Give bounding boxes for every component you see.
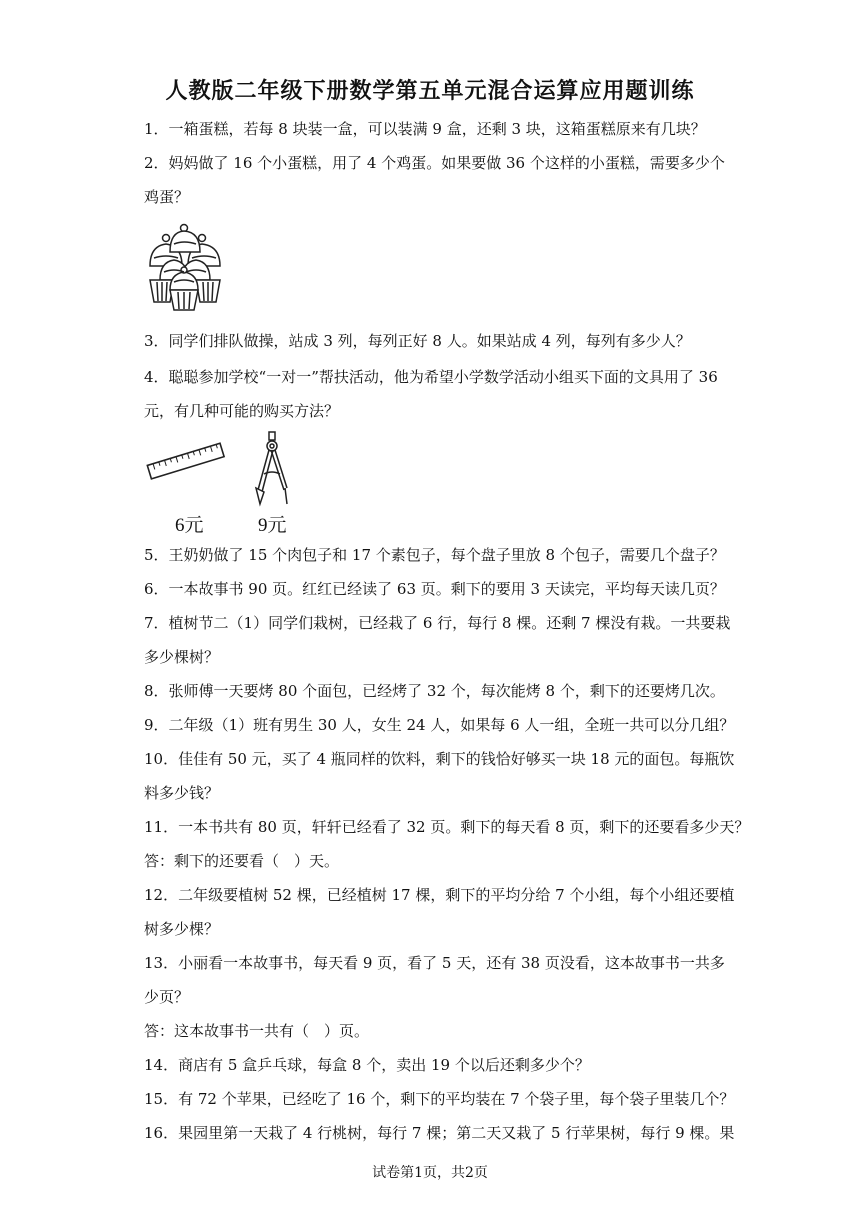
question-2-line-1: 2．妈妈做了 16 个小蛋糕，用了 4 个鸡蛋。如果要做 36 个这样的小蛋糕，需要多少个 [144,154,725,172]
question-2-line-2: 鸡蛋？ [144,188,190,206]
page-title: 人教版二年级下册数学第五单元混合运算应用题训练 [165,78,695,104]
page-footer: 试卷第1页，共2页 [372,1165,488,1181]
question-12-line-1: 12．二年级要植树 52 棵，已经植树 17 棵，剩下的平均分给 7 个小组，每个小组还要植 [144,886,735,904]
question-3: 3．同学们排队做操，站成 3 列，每列正好 8 人。如果站成 4 列，每列有多少人？ [144,332,691,350]
question-4-line-1: 4．聪聪参加学校“一对一”帮扶活动，他为希望小学数学活动小组买下面的文具用了 36 [144,368,718,386]
ruler-icon [144,440,228,484]
question-16-line-1: 16．果园里第一天栽了 4 行桃树，每行 7 棵；第二天又栽了 5 行苹果树，每行 9 棵。果 [144,1124,735,1142]
answer-11: 答：剩下的还要看（ ）天。 [144,852,340,870]
compass-icon [250,430,294,508]
cupcakes-illustration [144,222,226,312]
question-8: 8．张师傅一天要烤 80 个面包，已经烤了 32 个，每次能烤 8 个，剩下的还要烤几次。 [144,682,725,700]
question-15: 15．有 72 个苹果，已经吃了 16 个，剩下的平均装在 7 个袋子里，每个袋子里装几个？ [144,1090,735,1108]
question-4-line-2: 元，有几种可能的购买方法？ [144,402,340,420]
question-7-line-1: 7．植树节二（1）同学们栽树，已经栽了 6 行，每行 8 棵。还剩 7 棵没有栽。一共要栽 [144,614,731,632]
question-7-line-2: 多少棵树？ [144,648,220,666]
question-5: 5．王奶奶做了 15 个肉包子和 17 个素包子，每个盘子里放 8 个包子，需要几个盘子？ [144,546,725,564]
question-10-line-1: 10．佳佳有 50 元，买了 4 瓶同样的饮料，剩下的钱恰好够买一块 18 元的面包。每瓶饮 [144,750,735,768]
question-11: 11．一本书共有 80 页，轩轩已经看了 32 页。剩下的每天看 8 页，剩下的还要看多少天？ [144,818,750,836]
question-14: 14．商店有 5 盒乒乓球，每盒 8 个，卖出 19 个以后还剩多少个？ [144,1056,590,1074]
answer-13: 答：这本故事书一共有（ ）页。 [144,1022,370,1040]
question-12-line-2: 树多少棵？ [144,920,220,938]
question-10-line-2: 料多少钱？ [144,784,220,802]
question-1: 1．一箱蛋糕，若每 8 块装一盒，可以装满 9 盒，还剩 3 块，这箱蛋糕原来有几块？ [144,120,706,138]
compass-price: 9元 [258,515,287,536]
question-9: 9．二年级（1）班有男生 30 人，女生 24 人，如果每 6 人一组，全班一共可以分几组？ [144,716,735,734]
question-13-line-2: 少页？ [144,988,190,1006]
ruler-price: 6元 [175,515,204,536]
question-6: 6．一本故事书 90 页。红红已经读了 63 页。剩下的要用 3 天读完，平均每天读几页？ [144,580,725,598]
question-13-line-1: 13．小丽看一本故事书，每天看 9 页，看了 5 天，还有 38 页没看，这本故事书一共多 [144,954,725,972]
